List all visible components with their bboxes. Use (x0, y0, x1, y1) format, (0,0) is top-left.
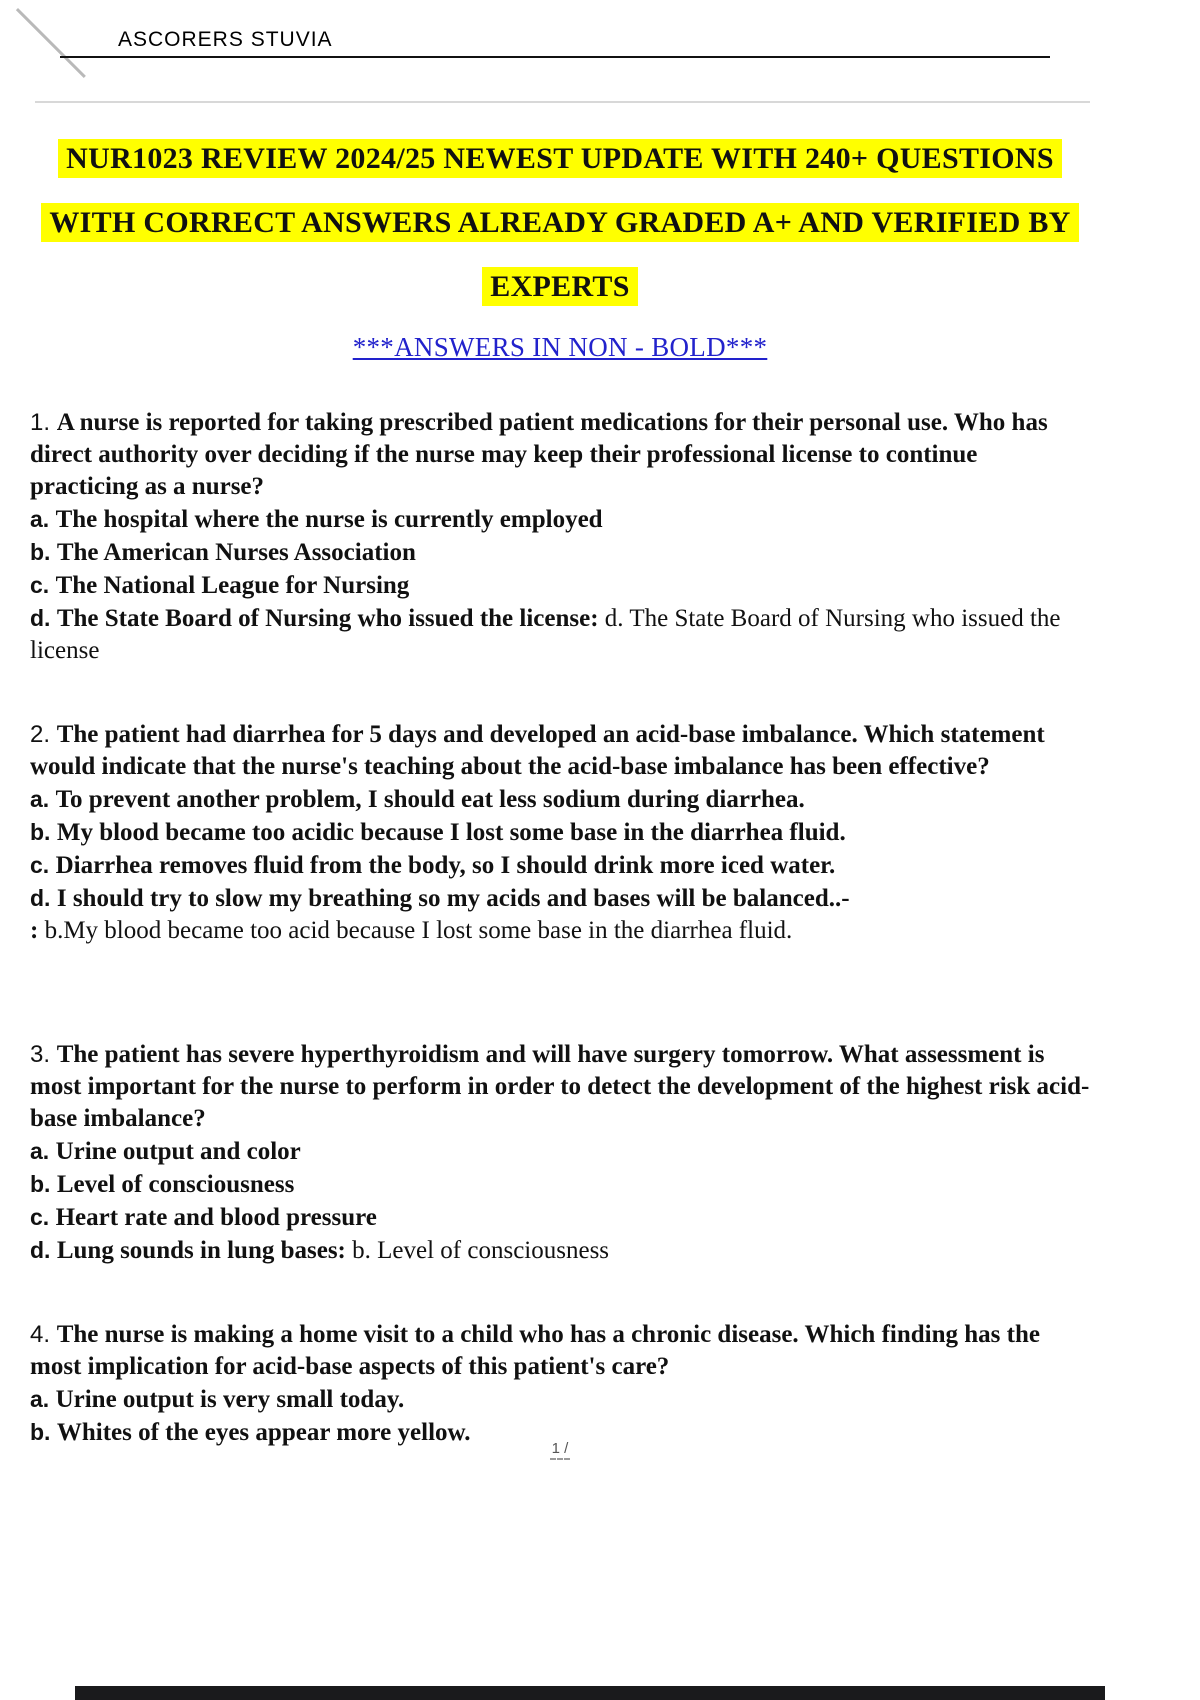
question-heading (30, 719, 1090, 783)
question-heading (30, 407, 1090, 503)
option-text: To prevent another problem, I should eat less sodium during diarrhea. (55, 786, 805, 813)
answers-note (30, 332, 1090, 363)
question-text: The nurse is making a home visit to a child who has a chronic disease. Which finding has the most implication for acid-base aspects of this patient's care? (30, 1321, 1040, 1380)
question-text: The patient had diarrhea for 5 days and developed an acid-base imbalance. Which statement would indicate that the nurse's teaching about the acid-base imbalance has been effective? (30, 721, 1045, 780)
option-label: b. (30, 819, 57, 845)
option-label: b. (30, 1171, 57, 1197)
document-body (30, 140, 1090, 1449)
option-text: Urine output is very small today. (55, 1386, 405, 1413)
option-text: I should try to slow my breathing so my acids and bases will be balanced..- (56, 885, 850, 912)
option-line (30, 1234, 1090, 1267)
question-number: 3. (30, 1041, 57, 1068)
option-text: The American Nurses Association (56, 539, 416, 566)
option-label: a. (30, 786, 56, 812)
question-block (30, 1319, 1090, 1449)
question-block (30, 719, 1090, 947)
option-text: Diarrhea removes fluid from the body, so I should drink more iced water. (55, 852, 836, 879)
question-number: 2. (30, 721, 57, 748)
document-title (30, 140, 1090, 311)
question-number: 4. (30, 1321, 57, 1348)
title-text: WITH CORRECT ANSWERS ALREADY GRADED A+ AND VERIFIED BY (41, 203, 1078, 242)
option-line (30, 1135, 1090, 1168)
option-text: Heart rate and blood pressure (55, 1204, 377, 1231)
option-line (30, 783, 1090, 816)
option-line (30, 1201, 1090, 1234)
question-number: 1. (30, 409, 57, 436)
option-label: d. (30, 605, 57, 631)
option-text: Urine output and color (55, 1138, 301, 1165)
question-text: A nurse is reported for taking prescribed patient medications for their personal use. Who has direct authority over deciding if the nurse may keep their professional license to continue practicing as a nurse? (30, 409, 1048, 500)
answer-prefix: : (30, 917, 39, 944)
header-rule (60, 56, 1050, 58)
option-text: Level of consciousness (56, 1171, 295, 1198)
page-number-text: 1 / (550, 1440, 571, 1460)
option-label: a. (30, 1386, 56, 1412)
page-bottom-bar (75, 1686, 1105, 1700)
answers-note-text: ***ANSWERS IN NON - BOLD*** (352, 332, 768, 362)
option-label: a. (30, 506, 56, 532)
option-text: The State Board of Nursing who issued the license: (56, 605, 599, 632)
option-label: d. (30, 885, 57, 911)
option-text: Lung sounds in lung bases: (56, 1237, 346, 1264)
option-line (30, 536, 1090, 569)
question-block (30, 407, 1090, 667)
option-text: The National League for Nursing (55, 572, 410, 599)
option-line (30, 1383, 1090, 1416)
answer-text: b.My blood became too acid because I lost some base in the diarrhea fluid. (38, 917, 793, 944)
option-label: b. (30, 1419, 57, 1445)
option-line (30, 569, 1090, 602)
answer-text: b. Level of consciousness (345, 1237, 610, 1264)
option-line (30, 882, 1090, 947)
corner-fold-line (16, 8, 86, 78)
option-label: c. (30, 1204, 56, 1230)
question-heading (30, 1319, 1090, 1383)
option-text: Whites of the eyes appear more yellow. (56, 1419, 471, 1446)
questions (30, 407, 1090, 1449)
option-label: b. (30, 539, 57, 565)
question-text: The patient has severe hyperthyroidism and will have surgery tomorrow. What assessment is most important for the nurse to perform in order to detect the development of the highest risk acid-base imbalance? (30, 1041, 1090, 1132)
option-label: c. (30, 572, 56, 598)
option-text: My blood became too acidic because I lost some base in the diarrhea fluid. (56, 819, 846, 846)
option-label: c. (30, 852, 56, 878)
title-text: EXPERTS (482, 267, 637, 306)
title-line-2 (30, 204, 1090, 247)
page-number (0, 1440, 1120, 1458)
section-divider (35, 101, 1090, 103)
title-text: NUR1023 REVIEW 2024/25 NEWEST UPDATE WITH 240+ QUESTIONS (58, 139, 1062, 178)
question-heading (30, 1039, 1090, 1135)
option-line (30, 816, 1090, 849)
brand-header: ASCORERS STUVIA (118, 28, 333, 51)
option-line (30, 503, 1090, 536)
option-line (30, 1168, 1090, 1201)
option-text: The hospital where the nurse is currently employed (55, 506, 603, 533)
answer-text: d. The State Board of Nursing who issued the license (30, 605, 1061, 664)
title-line-1 (30, 140, 1090, 183)
option-label: a. (30, 1138, 56, 1164)
title-line-3 (30, 268, 1090, 311)
option-line (30, 602, 1090, 667)
question-block (30, 1039, 1090, 1267)
option-line (30, 849, 1090, 882)
option-label: d. (30, 1237, 57, 1263)
